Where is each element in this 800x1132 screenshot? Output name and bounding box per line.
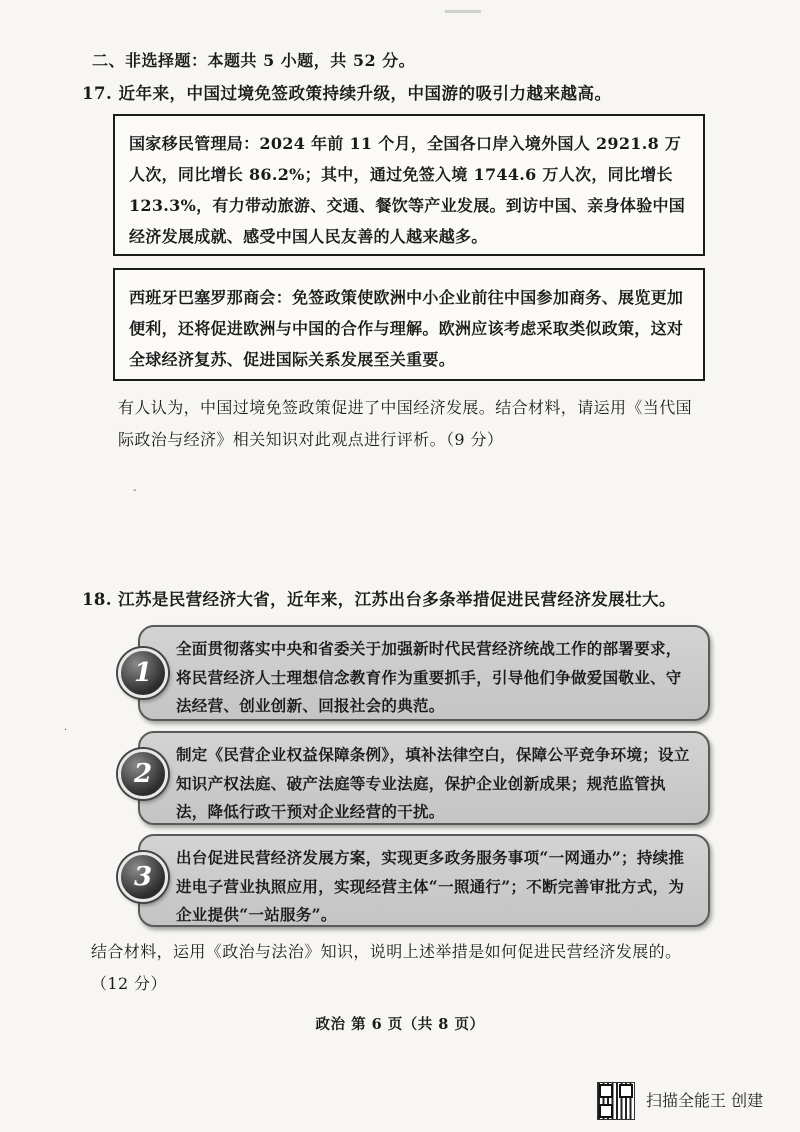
qr-corner-icon [619,1084,633,1098]
material-box-1 [113,114,705,256]
measure-card-1: 全面贯彻落实中央和省委关于加强新时代民营经济统战工作的部署要求，将民营经济人士理想信念教育作为重要抓手，引导他们争做爱国敬业、守法经营、创业创新、回报社会的典范。 [138,625,710,721]
scan-mark [445,10,481,13]
material-1-label: 国家移民管理局： [129,134,260,153]
question-17-stem: 17. 近年来，中国过境免签政策持续升级，中国游的吸引力越来越高。 [82,84,612,103]
question-18-stem: 18. 江苏是民营经济大省，近年来，江苏出台多条举措促进民营经济发展壮大。 [82,590,676,609]
number-badge-3: 3 [118,852,168,902]
stray-mark: - [133,485,137,496]
question-17-prompt: 有人认为，中国过境免签政策促进了中国经济发展。结合材料，请运用《当代国际政治与经济》相关知识对此观点进行评析。（9 分） [118,398,693,449]
page-footer: 政治 第 6 页（共 8 页） [315,1016,485,1033]
material-2-label: 西班牙巴塞罗那商会： [129,288,293,307]
scanner-watermark: 扫描全能王 创建 [646,1091,764,1110]
qr-corner-icon [599,1084,613,1098]
material-2-text: 免签政策使欧洲中小企业前往中国参加商务、展览更加便利，还将促进欧洲与中国的合作与理解。欧洲应该考虑采取类似政策，这对全球经济复苏、促进国际关系发展至关重要。 [129,288,684,369]
question-18-prompt: 结合材料，运用《政治与法治》知识，说明上述举措是如何促进民营经济发展的。（12 分） [91,942,682,993]
qr-code-icon [598,1083,634,1119]
number-badge-1: 1 [118,648,168,698]
material-box-2 [113,268,705,381]
measure-card-3: 出台促进民营经济发展方案，实现更多政务服务事项“一网通办”；持续推进电子营业执照应用，实现经营主体“一照通行”；不断完善审批方式，为企业提供“一站服务”。 [138,834,710,927]
section-heading: 二、非选择题：本题共 5 小题，共 52 分。 [92,51,416,70]
measure-card-2: 制定《民营企业权益保障条例》，填补法律空白，保障公平竞争环境；设立知识产权法庭、破产法庭等专业法庭，保护企业创新成果；规范监管执法，降低行政干预对企业经营的干扰。 [138,731,710,825]
stray-mark-2: · [64,725,68,736]
qr-corner-icon [599,1104,613,1118]
number-badge-2: 2 [118,749,168,799]
material-1-text: 2024 年前 11 个月，全国各口岸入境外国人 2921.8 万人次，同比增长 86.2%；其中，通过免签入境 1744.6 万人次，同比增长 123.3%，有力带动旅游、交通、餐饮等产业发展。到访中国、亲身体验中国经济发展成就、感受中国人民友善的人越来越多。 [129,134,686,246]
